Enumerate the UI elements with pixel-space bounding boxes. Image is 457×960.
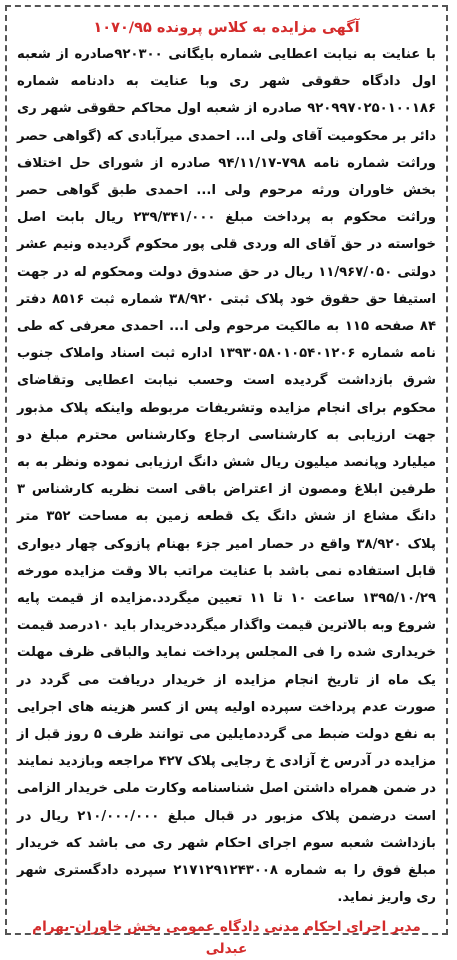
notice-title: آگهی مزایده به کلاس پرونده ۱۰۷۰/۹۵ <box>93 20 360 36</box>
notice-frame <box>5 5 448 957</box>
notice-signature: مدیر اجرای احکام مدنی دادگاه عمومی بخش خاوران-بهرام عبدلی <box>32 918 421 957</box>
notice-body: با عنایت به نیابت اعطایی شماره بایگانی ۹۲۰۳۰۰صادره از شعبه اول دادگاه حقوقی شهر ری وبا عنایت به دادنامه شماره ۹۲۰۹۹۷۰۲۵۰۱۰۰۱۸۶ صادره از شعبه اول محاکم حقوقی شهر ری دائر بر محکومیت آقای ولی ا... احمدی میرآبادی که (گواهی حصر وراثت شماره نامه ۷۹۸-۹۴/۱۱/۱۷ صادره از شورای حل اختلاف بخش خاوران ورثه مرحوم ولی ا... احمدی طبق گواهی حصر وراثت محکوم به پرداخت مبلغ ۲۳۹/۳۴۱/۰۰۰ ریال بابت اصل خواسته در حق آقای اله وردی قلی پور محکوم گردیده ونیم عشر دولتی ۱۱/۹۶۷/۰۵۰ ریال در حق صندوق دولت ومحکوم له در جهت استیفا حق حقوق خود پلاک ثبتی ۳۸/۹۲۰ شماره ثبت ۸۵۱۶ دفتر ۸۴ صفحه ۱۱۵ به مالکیت مرحوم ولی ا... احمدی معرفی که طی نامه شماره ۱۳۹۳۰۵۸۰۱۰۵۴۰۱۲۰۶ اداره ثبت اسناد واملاک جنوب شرق بازداشت گردیده است وحسب نیابت اعطایی وتقاضای محکوم برای انجام مزایده وتشریفات مربوطه واینکه پلاک مذبور جهت ارزیابی به کارشناسی ارجاع وکارشناس محترم مبلغ دو میلیارد وپانصد میلیون ریال شش دانگ ارزیابی نموده ونظر به به طرفین ابلاغ ومصون از اعتراض باقی است نظریه کارشناس ۳ دانگ مشاع از شش دانگ یک قطعه زمین به مساحت ۳۵۲ متر پلاک ۳۸/۹۲۰ واقع در حصار امیر جزء بهنام پازوکی چهار دیواری قابل استفاده نمی باشد با عنایت مراتب بالا وقت مزایده مورخه ۱۳۹۵/۱۰/۲۹ ساعت ۱۰ تا ۱۱ تعیین میگردد.مزایده از قیمت پایه شروع وبه بالاترین قیمت واگذار میگرددخریدار باید ۱۰درصد قیمت خریداری شده را فی المجلس پرداخت نماید والباقی ظرف مهلت یک ماه از تاریخ انجام مزایده از خریدار دریافت می گردد در صورت عدم پرداخت سپرده اولیه پس از کسر هزینه های اجرایی به نفع دولت ضبط می گرددمایلین می توانند ظرف ۵ روز قبل از مزایده در آدرس خ آزادی خ رجایی پلاک ۴۲۷ مراجعه وبازدید نمایند در ضمن همراه داشتن اصل شناسنامه وکارت ملی خریدار الزامی است درضمن پلاک مزبور در قبال مبلغ ۲۱۰/۰۰۰/۰۰۰ ریال در بازداشت شعبه سوم اجرای احکام شهر ری می باشد که خریدار مبلغ فوق را به شماره ۲۱۷۱۲۹۱۲۴۳۰۰۸ سپرده دادگستری شهر ری واریز نماید. <box>17 47 437 906</box>
